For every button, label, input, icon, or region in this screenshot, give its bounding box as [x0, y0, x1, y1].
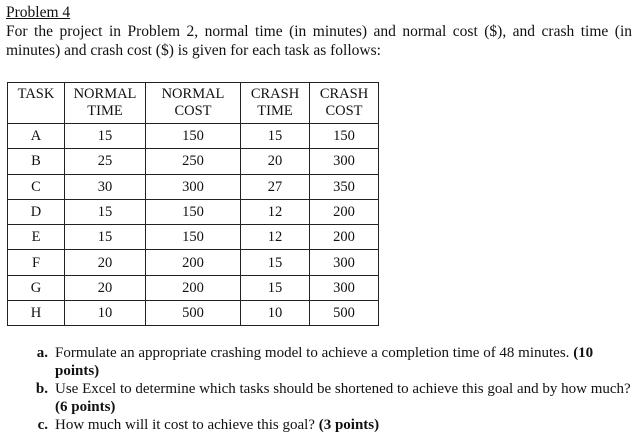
cell-crash-cost: 150 — [310, 124, 379, 149]
question-label: c. — [37, 417, 48, 433]
cell-normal-time: 15 — [65, 124, 146, 149]
cell-crash-time: 15 — [241, 250, 310, 275]
question-label: a. — [36, 345, 48, 361]
cell-task: D — [8, 199, 65, 224]
table-row — [8, 174, 379, 199]
header-crash-time-line1: CRASH — [250, 86, 300, 102]
question-text: How much will it cost to achieve this goal? — [55, 417, 319, 433]
table-row — [8, 199, 379, 224]
cell-normal-time: 15 — [65, 199, 146, 224]
cell-crash-cost: 300 — [310, 275, 379, 300]
cell-normal-cost: 150 — [146, 199, 241, 224]
cell-normal-time: 20 — [65, 250, 146, 275]
header-task-line1: TASK — [17, 86, 55, 102]
table-header-row — [8, 83, 379, 124]
cell-normal-cost: 200 — [146, 250, 241, 275]
table-row — [8, 275, 379, 300]
question-text: Formulate an appropriate crashing model to achieve a completion time of 48 minutes. — [55, 345, 574, 361]
problem-title: Problem 4 — [6, 4, 71, 21]
header-normal-time-line1: NORMAL — [73, 86, 137, 102]
table-row — [8, 301, 379, 326]
header-crash-cost-line2: COST — [325, 103, 363, 119]
header-normal-time-line2: TIME — [87, 103, 123, 119]
cell-task: E — [8, 225, 65, 250]
table-row — [8, 250, 379, 275]
cell-normal-cost: 150 — [146, 124, 241, 149]
question-points: (10 points) — [55, 345, 594, 379]
header-crash-cost-line1: CRASH — [319, 86, 369, 102]
cell-normal-cost: 200 — [146, 275, 241, 300]
cell-crash-time: 15 — [241, 275, 310, 300]
question-points: (6 points) — [55, 399, 116, 415]
cell-normal-cost: 500 — [146, 301, 241, 326]
cell-task: F — [8, 250, 65, 275]
cell-task: A — [8, 124, 65, 149]
header-task — [8, 83, 65, 124]
question-points: (3 points) — [318, 417, 380, 433]
header-crash-cost — [310, 83, 379, 124]
cell-normal-time: 25 — [65, 149, 146, 174]
table-row — [8, 225, 379, 250]
header-normal-cost — [146, 83, 241, 124]
cell-crash-time: 10 — [241, 301, 310, 326]
question-list — [18, 344, 632, 434]
cell-crash-time: 20 — [241, 149, 310, 174]
cell-normal-cost: 150 — [146, 225, 241, 250]
header-normal-cost-line2: COST — [174, 103, 212, 119]
cell-crash-cost: 200 — [310, 225, 379, 250]
header-crash-time — [241, 83, 310, 124]
cell-crash-cost: 200 — [310, 199, 379, 224]
task-table — [7, 82, 379, 326]
cell-crash-cost: 300 — [310, 250, 379, 275]
cell-crash-time: 27 — [241, 174, 310, 199]
cell-task: C — [8, 174, 65, 199]
question-item-a — [18, 344, 632, 380]
table-row — [8, 124, 379, 149]
problem-intro: For the project in Problem 2, normal time (in minutes) and normal cost ($), and crash time (in minutes) and crash cost ($) is given for each task as follows: — [6, 23, 632, 59]
cell-crash-cost: 350 — [310, 174, 379, 199]
cell-crash-cost: 300 — [310, 149, 379, 174]
cell-normal-time: 30 — [65, 174, 146, 199]
cell-crash-time: 12 — [241, 225, 310, 250]
cell-crash-time: 15 — [241, 124, 310, 149]
table-row — [8, 149, 379, 174]
question-label: b. — [35, 381, 48, 397]
header-crash-time-line2: TIME — [257, 103, 293, 119]
question-item-b — [18, 380, 632, 416]
cell-crash-time: 12 — [241, 199, 310, 224]
cell-crash-cost: 500 — [310, 301, 379, 326]
cell-task: H — [8, 301, 65, 326]
header-normal-cost-line1: NORMAL — [161, 86, 225, 102]
cell-task: B — [8, 149, 65, 174]
header-normal-time — [65, 83, 146, 124]
cell-normal-time: 15 — [65, 225, 146, 250]
question-item-c — [18, 416, 632, 434]
question-text: Use Excel to determine which tasks should be shortened to achieve this goal and by how much? — [55, 381, 631, 397]
cell-normal-cost: 250 — [146, 149, 241, 174]
cell-normal-time: 20 — [65, 275, 146, 300]
cell-normal-cost: 300 — [146, 174, 241, 199]
cell-task: G — [8, 275, 65, 300]
cell-normal-time: 10 — [65, 301, 146, 326]
